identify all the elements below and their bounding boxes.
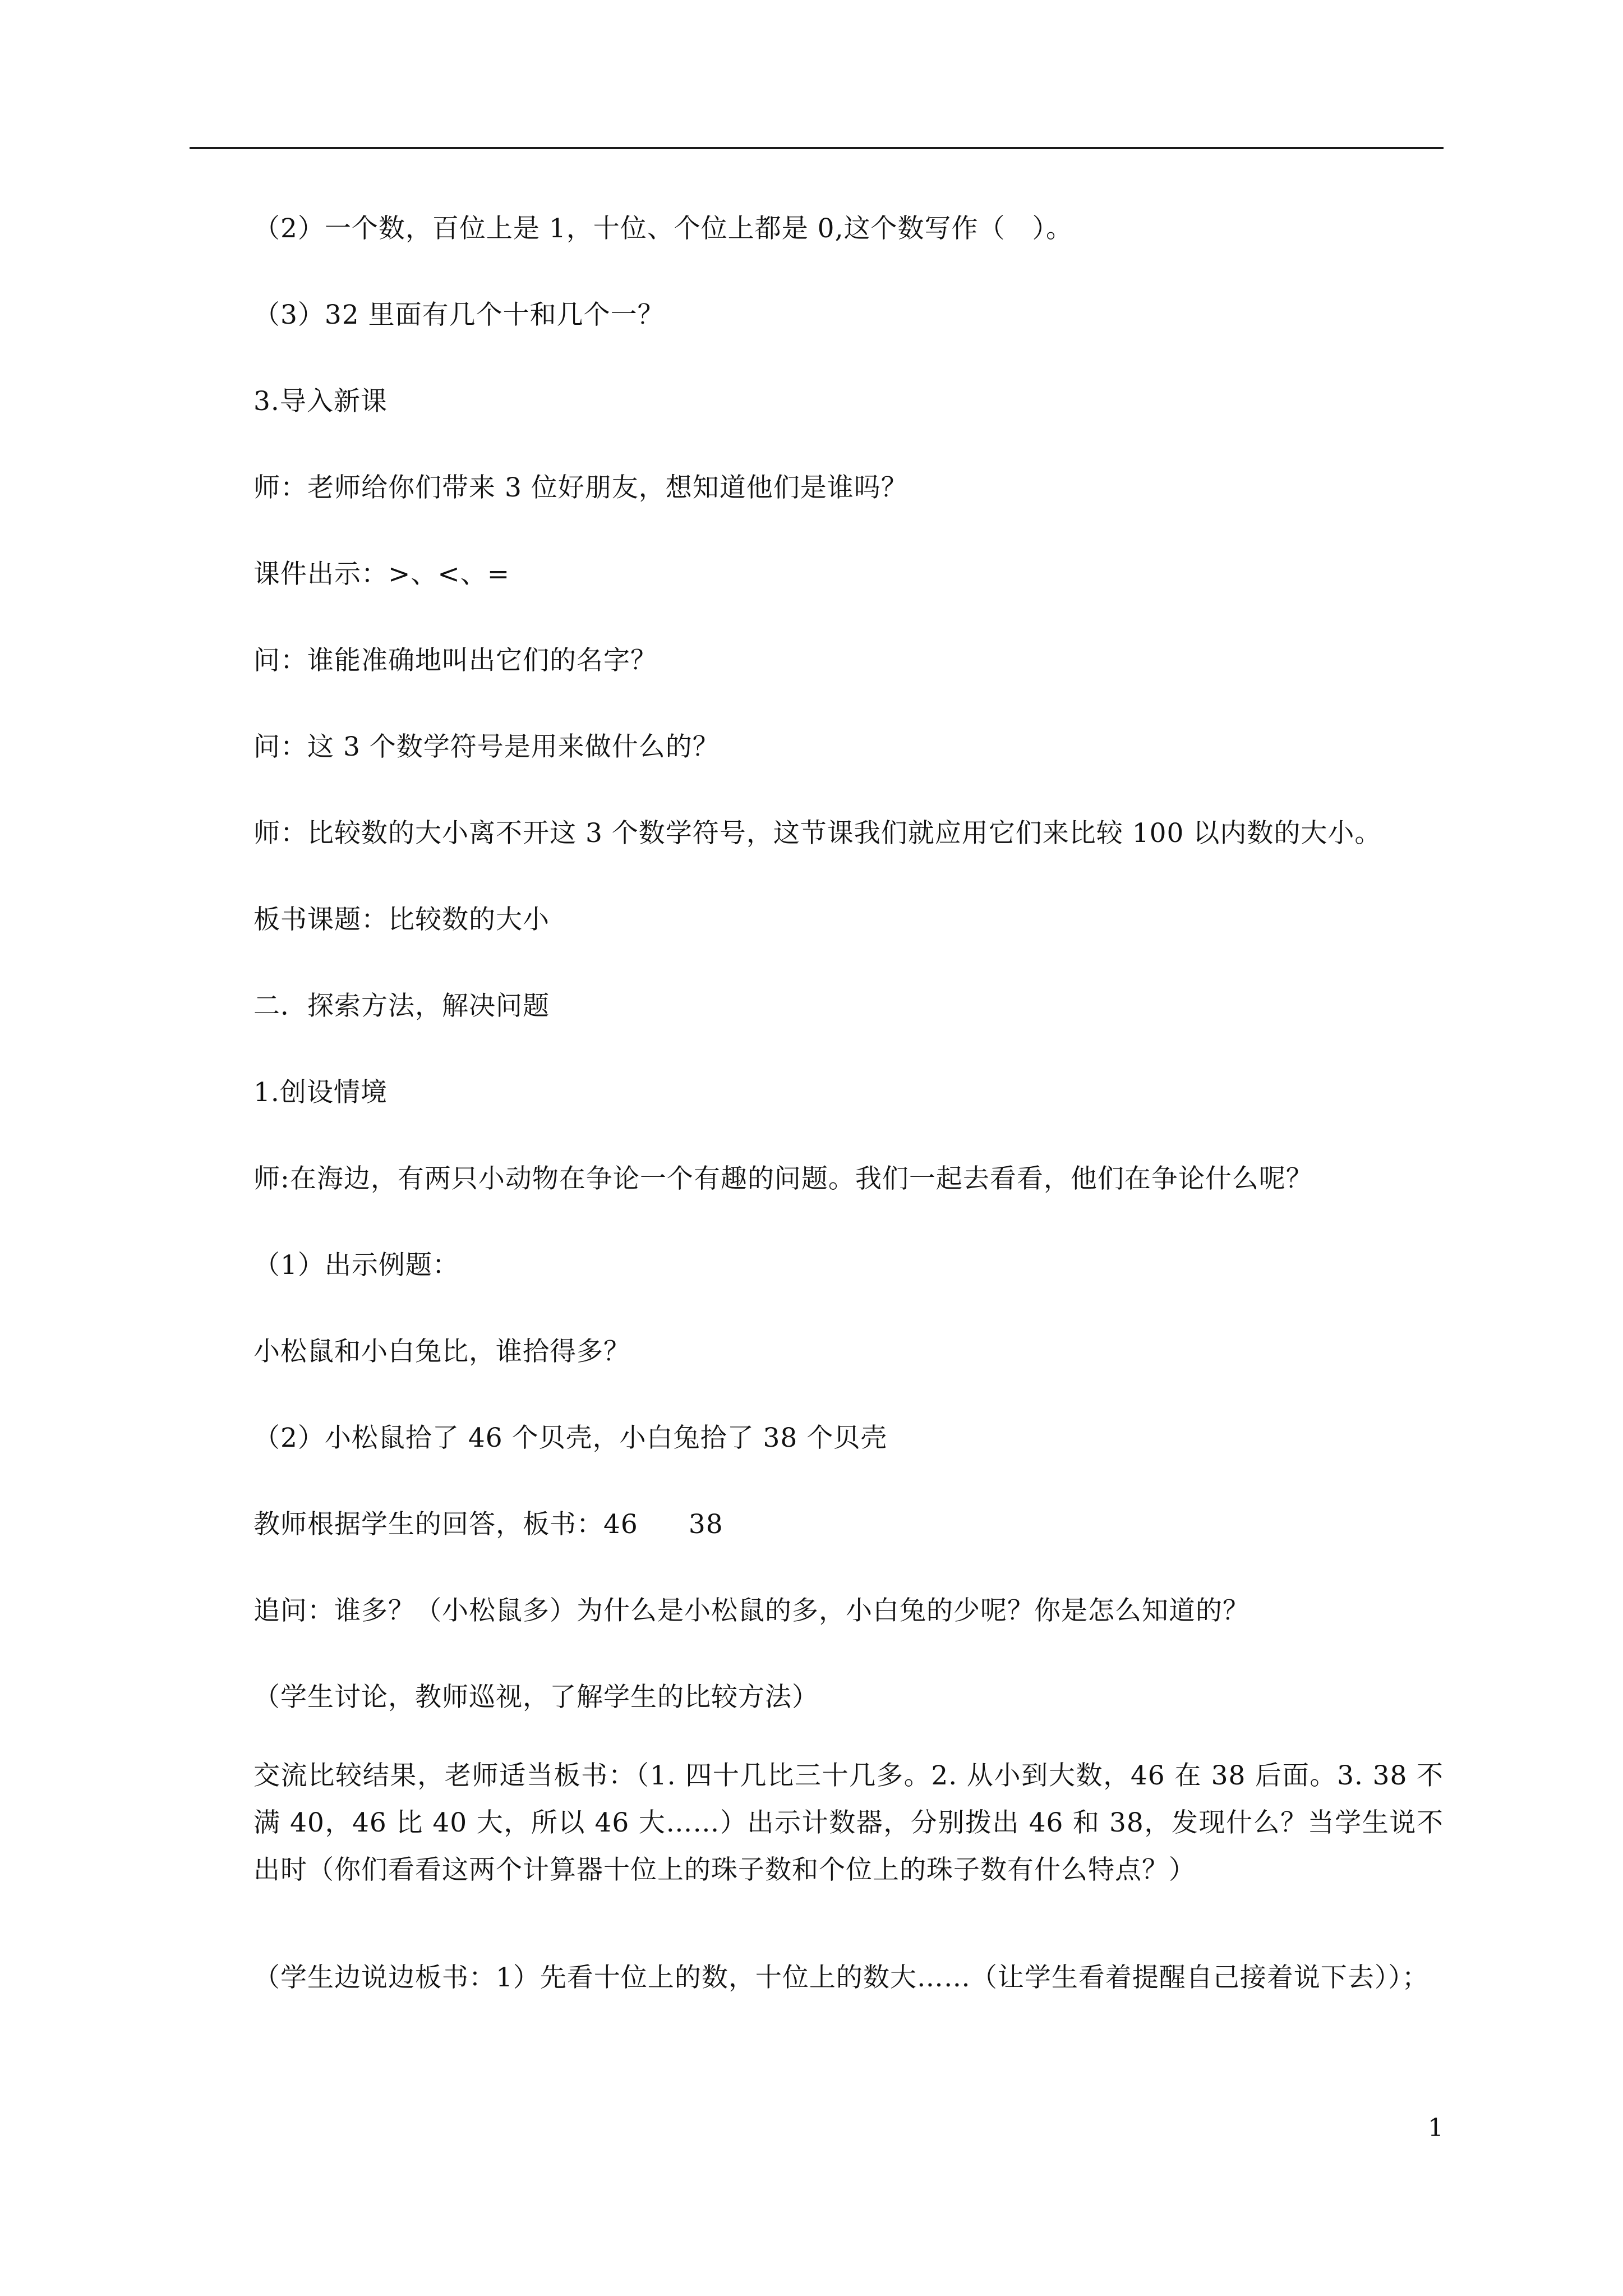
board-number-left: 教师根据学生的回答，板书：46 xyxy=(253,1509,638,1540)
text-line-teacher-2: 师：比较数的大小离不开这 3 个数学符号，这节课我们就应用它们来比较 100 以内数的大小。 xyxy=(253,818,1382,849)
section-heading-explore: 二．探索方法，解决问题 xyxy=(253,991,550,1022)
text-line-shells: （2）小松鼠拾了 46 个贝壳，小白兔拾了 38 个贝壳 xyxy=(253,1423,888,1453)
text-line-compare-question: 小松鼠和小白兔比，谁拾得多？ xyxy=(253,1336,630,1367)
text-line-2: （3）32 里面有几个十和几个一？ xyxy=(253,300,665,330)
text-line-follow-up: 追问：谁多？（小松鼠多）为什么是小松鼠的多，小白兔的少呢？你是怎么知道的？ xyxy=(253,1595,1249,1626)
text-line-example: （1）出示例题： xyxy=(253,1250,459,1281)
text-line-board-numbers xyxy=(253,1508,723,1542)
text-line-teacher-3: 师:在海边，有两只小动物在争论一个有趣的问题。我们一起去看看，他们在争论什么呢？ xyxy=(253,1163,1313,1194)
paragraph-exchange xyxy=(253,1752,1444,1894)
text-line-teacher-1: 师：老师给你们带来 3 位好朋友，想知道他们是谁吗？ xyxy=(253,472,908,503)
section-heading-import: 3.导入新课 xyxy=(253,386,388,417)
page-number: 1 xyxy=(1428,2114,1444,2142)
header-rule xyxy=(190,147,1444,149)
board-number-right: 38 xyxy=(688,1509,723,1540)
text-line-1: （2）一个数，百位上是 1，十位、个位上都是 0,这个数写作（ ）。 xyxy=(253,213,1073,244)
paragraph-exchange-text: 交流比较结果，老师适当板书：（1. 四十几比三十几多。2. 从小到大数，46 在 38 后面。3. 38 不满 40，46 比 40 大，所以 46 大……）出示计数器，分别拨出 46 和 38，发现什么？当学生说不出时（你们看看这两个计算器十位上的珠子数和个位上的珠子数有什么特点？） xyxy=(253,1760,1444,1885)
text-line-question-2: 问：这 3 个数学符号是用来做什么的？ xyxy=(253,731,720,762)
text-line-courseware: 课件出示：>、<、= xyxy=(253,559,510,590)
text-line-discussion: （学生讨论，教师巡视，了解学生的比较方法） xyxy=(253,1682,819,1713)
text-line-board-title: 板书课题：比较数的大小 xyxy=(253,904,550,935)
paragraph-board xyxy=(253,1954,1444,2001)
text-line-question-1: 问：谁能准确地叫出它们的名字？ xyxy=(253,645,657,676)
subsection-heading-scenario: 1.创设情境 xyxy=(253,1077,388,1108)
paragraph-board-text: （学生边说边板书：1）先看十位上的数，十位上的数大……（让学生看着提醒自己接着说下去））； xyxy=(253,1962,1429,1993)
